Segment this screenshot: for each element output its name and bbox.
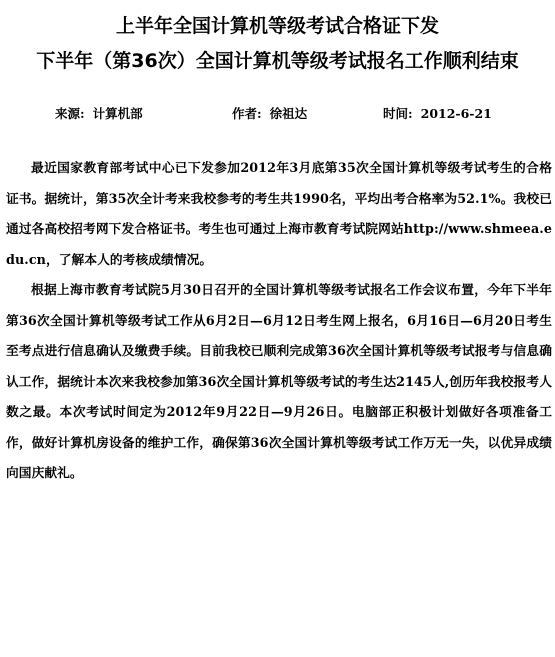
article-body: [6, 153, 552, 489]
meta-author-value: 徐祖达: [269, 106, 308, 121]
meta-source-label: 来源:: [55, 106, 85, 121]
meta-source-value: 计算机部: [92, 106, 143, 121]
meta-author: [232, 106, 307, 122]
article-paragraph-1: 最近国家教育部考试中心已下发参加2012年3月底第35次全国计算机等级考试考生的合格证书。据统计，第35次全计考来我校参考的考生共1990名，平均出考合格率为52.1%。我校已通过各高校招考网下发合格证书。考生也可通过上海市教育考试院网站http://www.shmeea.edu.cn，了解本人的考核成绩情况。: [6, 160, 552, 267]
meta-time-value: 2012-6-21: [420, 106, 492, 121]
meta-source: [55, 106, 143, 122]
meta-time: [383, 106, 492, 122]
article-title-line-1: 上半年全国计算机等级考试合格证下发: [115, 15, 439, 37]
meta-time-label: 时间:: [383, 106, 413, 121]
article-title-line-2: 下半年（第36次）全国计算机等级考试报名工作顺利结束: [36, 50, 519, 72]
meta-author-label: 作者:: [232, 106, 262, 121]
article-paragraph-2: 根据上海市教育考试院5月30日召开的全国计算机等级考试报名工作会议布置，今年下半年第36次全国计算机等级考试工作从6月2日—6月12日考生网上报名，6月16日—6月20日考生至考点进行信息确认及缴费手续。目前我校已顺利完成第36次全国计算机等级考试报考与信息确认工作，据统计本次来我校参加第36次全国计算机等级考试的考生达2145人,创历年我校报考人数之最。本次考试时间定为2012年9月22日—9月26日。电脑部正积极计划做好各项准备工作，做好计算机房设备的维护工作，确保第36次全国计算机等级考试工作万无一失，以优异成绩向国庆献礼。: [6, 282, 552, 480]
